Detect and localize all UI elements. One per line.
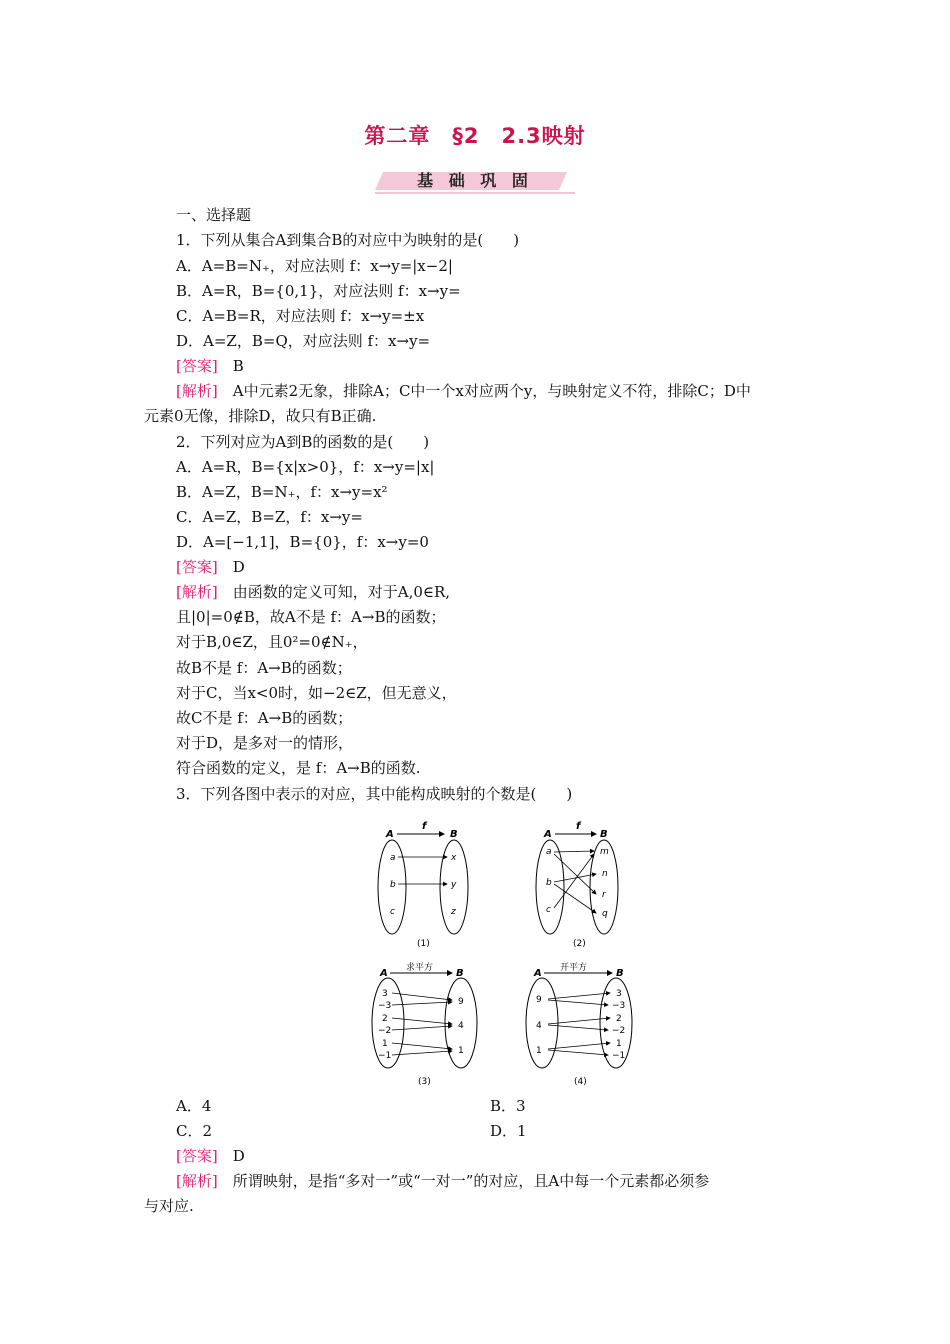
question-2: 2．下列对应为A到B的函数的是( ) bbox=[176, 433, 430, 451]
fig4-left-item: 9 bbox=[536, 995, 542, 1005]
fig1-left-item: b bbox=[390, 880, 396, 890]
q1-option-d: D．A=Z，B=Q，对应法则 f：x→y= bbox=[176, 332, 431, 350]
fig4-right-item: 2 bbox=[616, 1014, 622, 1024]
q2-analysis-line: 对于D，是多对一的情形， bbox=[176, 734, 354, 752]
fig1-right-item: z bbox=[451, 907, 456, 917]
page-title: 第二章 §2 2.3映射 bbox=[364, 124, 586, 148]
q2-analysis-line: 符合函数的定义，是 f：A→B的函数. bbox=[176, 759, 421, 777]
q1-analysis bbox=[176, 381, 751, 401]
fig3-rule-label: 求平方 bbox=[406, 963, 434, 973]
fig2-right-item: r bbox=[602, 890, 606, 900]
q2-option-a: A．A=R，B={x|x>0}，f：x→y=|x| bbox=[176, 458, 435, 476]
fig3-left-item: 1 bbox=[382, 1039, 388, 1049]
fig1-caption: (1) bbox=[417, 939, 430, 949]
q3-analysis bbox=[176, 1171, 709, 1191]
section-banner: 基 础 巩 固 bbox=[417, 171, 533, 190]
fig4-left-item: 4 bbox=[536, 1021, 542, 1031]
q3-answer-value: D bbox=[232, 1147, 245, 1165]
analysis-label: [解析] bbox=[176, 382, 218, 400]
fig2-left-item: c bbox=[546, 905, 551, 915]
mapping-figure-2 bbox=[528, 812, 638, 954]
mapping-figure-4 bbox=[520, 958, 640, 1090]
q1-analysis-text: A中元素2无象，排除A；C中一个x对应两个y，与映射定义不符，排除C；D中 bbox=[232, 382, 751, 400]
fig4-right-item: 3 bbox=[616, 989, 622, 999]
q2-option-b: B．A=Z，B=N₊，f：x→y=x² bbox=[176, 483, 388, 501]
q2-answer-value: D bbox=[232, 558, 245, 576]
question-1: 1．下列从集合A到集合B的对应中为映射的是( ) bbox=[176, 231, 520, 249]
fig2-to-label: B bbox=[600, 829, 608, 840]
fig2-right-item: q bbox=[602, 909, 608, 919]
q3-answer bbox=[176, 1146, 245, 1166]
q2-analysis-line: 且|0|=0∉B，故A不是 f：A→B的函数； bbox=[176, 608, 446, 626]
analysis-label: [解析] bbox=[176, 583, 218, 601]
fig3-left-item: −2 bbox=[378, 1026, 392, 1036]
fig2-rule-label: f bbox=[576, 821, 581, 832]
q1-option-c: C．A=B=R，对应法则 f：x→y=±x bbox=[176, 307, 425, 325]
q2-analysis-text: 由函数的定义可知，对于A,0∈R, bbox=[232, 583, 451, 601]
fig3-caption: (3) bbox=[418, 1077, 431, 1087]
q2-analysis-line: 故B不是 f：A→B的函数； bbox=[176, 659, 352, 677]
fig4-left-item: 1 bbox=[536, 1046, 542, 1056]
fig4-right-item: −2 bbox=[612, 1026, 626, 1036]
fig2-right-item: m bbox=[600, 847, 609, 857]
q2-answer bbox=[176, 557, 245, 577]
fig3-from-label: A bbox=[380, 968, 388, 979]
fig1-from-label: A bbox=[386, 829, 394, 840]
fig1-right-item: x bbox=[451, 853, 457, 863]
fig4-right-item: −1 bbox=[612, 1051, 626, 1061]
q3-option-c: C．2 bbox=[176, 1122, 213, 1140]
fig4-caption: (4) bbox=[574, 1077, 587, 1087]
mapping-figure-1 bbox=[370, 812, 480, 954]
q3-option-b: B．3 bbox=[490, 1097, 526, 1115]
q2-analysis-line: 故C不是 f：A→B的函数； bbox=[176, 709, 353, 727]
q3-analysis-text: 所谓映射，是指“多对一”或“一对一”的对应，且A中每一个元素都必须参 bbox=[232, 1172, 710, 1190]
fig2-left-item: a bbox=[546, 847, 552, 857]
q1-option-a: A．A=B=N₊，对应法则 f：x→y=|x−2| bbox=[176, 257, 453, 275]
q1-answer bbox=[176, 356, 244, 376]
fig3-to-label: B bbox=[456, 968, 464, 979]
fig2-right-item: n bbox=[602, 869, 608, 879]
fig3-left-item: 2 bbox=[382, 1014, 388, 1024]
q3-option-a: A．4 bbox=[176, 1097, 212, 1115]
q1-analysis-cont: 元素0无像，排除D，故只有B正确. bbox=[144, 407, 377, 425]
q1-answer-value: B bbox=[232, 357, 244, 375]
section-heading: 一、选择题 bbox=[176, 206, 252, 224]
fig3-right-item: 1 bbox=[458, 1046, 464, 1056]
fig4-right-item: 1 bbox=[616, 1039, 622, 1049]
q3-analysis-cont: 与对应. bbox=[144, 1197, 194, 1215]
fig4-right-item: −3 bbox=[612, 1001, 626, 1011]
fig2-from-label: A bbox=[544, 829, 552, 840]
q2-option-c: C．A=Z，B=Z，f：x→y= bbox=[176, 508, 363, 526]
fig3-right-item: 9 bbox=[458, 997, 464, 1007]
analysis-label: [解析] bbox=[176, 1172, 218, 1190]
q2-analysis bbox=[176, 582, 450, 602]
fig3-left-item: −1 bbox=[378, 1051, 392, 1061]
fig3-right-item: 4 bbox=[458, 1021, 464, 1031]
answer-label: [答案] bbox=[176, 1147, 218, 1165]
answer-label: [答案] bbox=[176, 558, 218, 576]
q2-analysis-line: 对于B,0∈Z，且0²=0∉N₊， bbox=[176, 633, 368, 651]
fig1-rule-label: f bbox=[422, 821, 427, 832]
mapping-figure-3 bbox=[364, 958, 484, 1090]
fig4-from-label: A bbox=[534, 968, 542, 979]
q1-option-b: B．A=R，B={0,1}，对应法则 f：x→y= bbox=[176, 282, 461, 300]
fig3-left-item: 3 bbox=[382, 989, 388, 999]
fig1-left-item: a bbox=[390, 853, 396, 863]
fig3-left-item: −3 bbox=[378, 1001, 392, 1011]
fig2-caption: (2) bbox=[573, 939, 586, 949]
fig4-rule-label: 开平方 bbox=[560, 963, 588, 973]
question-3: 3．下列各图中表示的对应，其中能构成映射的个数是( ) bbox=[176, 785, 573, 803]
q2-analysis-line: 对于C，当x<0时，如−2∈Z，但无意义， bbox=[176, 684, 457, 702]
fig2-left-item: b bbox=[546, 878, 552, 888]
fig1-to-label: B bbox=[450, 829, 458, 840]
fig1-right-item: y bbox=[451, 880, 457, 890]
q3-option-d: D．1 bbox=[490, 1122, 527, 1140]
fig1-left-item: c bbox=[390, 907, 395, 917]
fig4-to-label: B bbox=[616, 968, 624, 979]
q2-option-d: D．A=[−1,1]，B={0}，f：x→y=0 bbox=[176, 533, 429, 551]
answer-label: [答案] bbox=[176, 357, 218, 375]
